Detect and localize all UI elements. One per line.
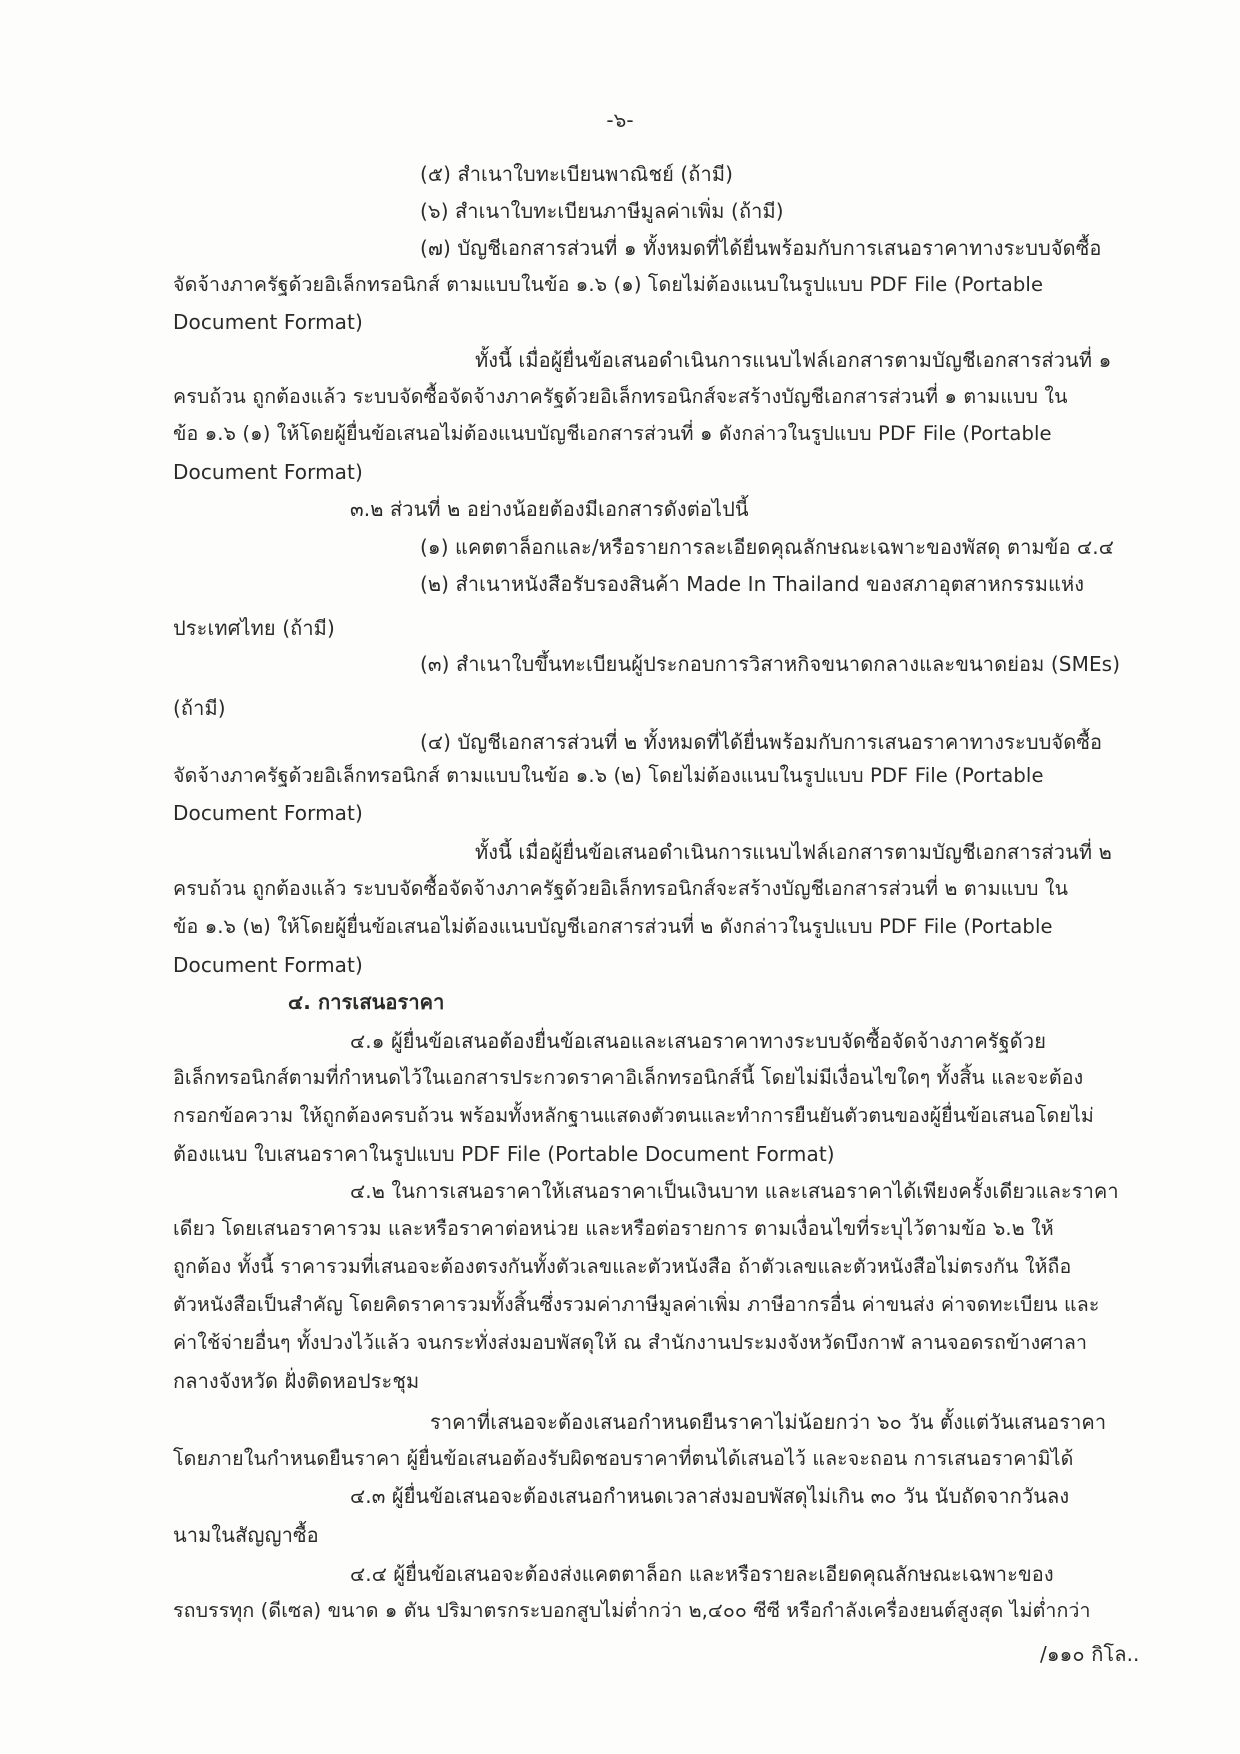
- text-line: (๓) สำเนาใบขึ้นทะเบียนผู้ประกอบการวิสาหกิจขนาดกลางและขนาดย่อม (SMEs): [420, 652, 1121, 676]
- text-line: จัดจ้างภาครัฐด้วยอิเล็กทรอนิกส์ ตามแบบในข้อ ๑.๖ (๑) โดยไม่ต้องแนบในรูปแบบ PDF File (Portable: [173, 273, 1044, 296]
- text-line: ถูกต้อง ทั้งนี้ ราคารวมที่เสนอจะต้องตรงกันทั้งตัวเลขและตัวหนังสือ ถ้าตัวเลขและตัวหนังสือไม่ตรงกัน ให้ถือ: [173, 1255, 1072, 1278]
- text-line: โดยภายในกำหนดยืนราคา ผู้ยื่นข้อเสนอต้องรับผิดชอบราคาที่ตนได้เสนอไว้ และจะถอน การเสนอราคามิได้: [173, 1447, 1074, 1470]
- text-line: (๒) สำเนาหนังสือรับรองสินค้า Made In Thailand ของสภาอุตสาหกรรมแห่ง: [420, 572, 1085, 596]
- text-line: ครบถ้วน ถูกต้องแล้ว ระบบจัดซื้อจัดจ้างภาครัฐด้วยอิเล็กทรอนิกส์จะสร้างบัญชีเอกสารส่วนที่ ๑ ตามแบบ ใน: [173, 385, 1068, 408]
- text-line: ข้อ ๑.๖ (๒) ให้โดยผู้ยื่นข้อเสนอไม่ต้องแนบบัญชีเอกสารส่วนที่ ๒ ดังกล่าวในรูปแบบ PDF File (Portable: [173, 915, 1053, 938]
- text-line: Document Format): [173, 953, 363, 977]
- text-line: ๔.๑ ผู้ยื่นข้อเสนอต้องยื่นข้อเสนอและเสนอราคาทางระบบจัดซื้อจัดจ้างภาครัฐด้วย: [350, 1029, 1047, 1053]
- text-line: (๕) สำเนาใบทะเบียนพาณิชย์ (ถ้ามี): [420, 162, 734, 186]
- text-line: Document Format): [173, 801, 363, 825]
- text-line: จัดจ้างภาครัฐด้วยอิเล็กทรอนิกส์ ตามแบบในข้อ ๑.๖ (๒) โดยไม่ต้องแนบในรูปแบบ PDF File (Portable: [173, 764, 1044, 787]
- text-line: ราคาที่เสนอจะต้องเสนอกำหนดยืนราคาไม่น้อยกว่า ๖๐ วัน ตั้งแต่วันเสนอราคา: [430, 1410, 1107, 1434]
- text-line: อิเล็กทรอนิกส์ตามที่กำหนดไว้ในเอกสารประกวดราคาอิเล็กทรอนิกส์นี้ โดยไม่มีเงื่อนไขใดๆ ทั้งสิ้น และจะต้อง: [173, 1066, 1084, 1089]
- text-line: ๔.๒ ในการเสนอราคาให้เสนอราคาเป็นเงินบาท และเสนอราคาได้เพียงครั้งเดียวและราคา: [350, 1179, 1119, 1203]
- section-heading: ๔. การเสนอราคา: [288, 990, 445, 1014]
- text-line: ต้องแนบ ใบเสนอราคาในรูปแบบ PDF File (Portable Document Format): [173, 1142, 835, 1166]
- text-line: กรอกข้อความ ให้ถูกต้องครบถ้วน พร้อมทั้งหลักฐานแสดงตัวตนและทำการยืนยันตัวตนของผู้ยื่นข้อเสนอโดยไม่: [173, 1104, 1094, 1127]
- text-line: เดียว โดยเสนอราคารวม และหรือราคาต่อหน่วย และหรือต่อรายการ ตามเงื่อนไขที่ระบุไว้ตามข้อ ๖.๒ ให้: [173, 1217, 1054, 1240]
- text-line: (๖) สำเนาใบทะเบียนภาษีมูลค่าเพิ่ม (ถ้ามี): [420, 199, 784, 223]
- text-line: (ถ้ามี): [173, 696, 226, 720]
- text-line: กลางจังหวัด ฝั่งติดหอประชุม: [173, 1369, 420, 1393]
- text-line: (๔) บัญชีเอกสารส่วนที่ ๒ ทั้งหมดที่ได้ยื่นพร้อมกับการเสนอราคาทางระบบจัดซื้อ: [420, 730, 1103, 754]
- text-line: Document Format): [173, 310, 363, 334]
- text-line: (๗) บัญชีเอกสารส่วนที่ ๑ ทั้งหมดที่ได้ยื่นพร้อมกับการเสนอราคาทางระบบจัดซื้อ: [420, 236, 1102, 260]
- text-line: (๑) แคตตาล็อกและ/หรือรายการละเอียดคุณลักษณะเฉพาะของพัสดุ ตามข้อ ๔.๔: [420, 535, 1114, 559]
- text-line: ข้อ ๑.๖ (๑) ให้โดยผู้ยื่นข้อเสนอไม่ต้องแนบบัญชีเอกสารส่วนที่ ๑ ดังกล่าวในรูปแบบ PDF File (Portable: [173, 422, 1052, 445]
- text-line: ทั้งนี้ เมื่อผู้ยื่นข้อเสนอดำเนินการแนบไฟล์เอกสารตามบัญชีเอกสารส่วนที่ ๑: [475, 348, 1112, 372]
- text-line: ๓.๒ ส่วนที่ ๒ อย่างน้อยต้องมีเอกสารดังต่อไปนี้: [350, 497, 749, 521]
- text-line: ประเทศไทย (ถ้ามี): [173, 616, 335, 640]
- text-line: นามในสัญญาซื้อ: [173, 1523, 319, 1547]
- text-line: ค่าใช้จ่ายอื่นๆ ทั้งปวงไว้แล้ว จนกระทั่งส่งมอบพัสดุให้ ณ สำนักงานประมงจังหวัดบึงกาฬ ลานจอดรถข้างศาลา: [173, 1331, 1088, 1354]
- text-line: ทั้งนี้ เมื่อผู้ยื่นข้อเสนอดำเนินการแนบไฟล์เอกสารตามบัญชีเอกสารส่วนที่ ๒: [475, 840, 1112, 864]
- continuation-marker: /๑๑๐ กิโล..: [1040, 1642, 1140, 1666]
- text-line: ครบถ้วน ถูกต้องแล้ว ระบบจัดซื้อจัดจ้างภาครัฐด้วยอิเล็กทรอนิกส์จะสร้างบัญชีเอกสารส่วนที่ ๒ ตามแบบ ใน: [173, 877, 1069, 900]
- text-line: ตัวหนังสือเป็นสำคัญ โดยคิดราคารวมทั้งสิ้นซึ่งรวมค่าภาษีมูลค่าเพิ่ม ภาษีอากรอื่น ค่าขนส่ง ค่าจดทะเบียน และ: [173, 1293, 1100, 1316]
- text-line: ๔.๔ ผู้ยื่นข้อเสนอจะต้องส่งแคตตาล็อก และหรือรายละเอียดคุณลักษณะเฉพาะของ: [350, 1562, 1054, 1586]
- text-line: Document Format): [173, 460, 363, 484]
- page-number: -๖-: [606, 108, 634, 132]
- text-line: รถบรรทุก (ดีเซล) ขนาด ๑ ตัน ปริมาตรกระบอกสูบไม่ต่ำกว่า ๒,๔๐๐ ซีซี หรือกำลังเครื่องยนต์สูงสุด ไม่ต่ำกว่า: [173, 1599, 1091, 1622]
- text-line: ๔.๓ ผู้ยื่นข้อเสนอจะต้องเสนอกำหนดเวลาส่งมอบพัสดุไม่เกิน ๓๐ วัน นับถัดจากวันลง: [350, 1484, 1070, 1508]
